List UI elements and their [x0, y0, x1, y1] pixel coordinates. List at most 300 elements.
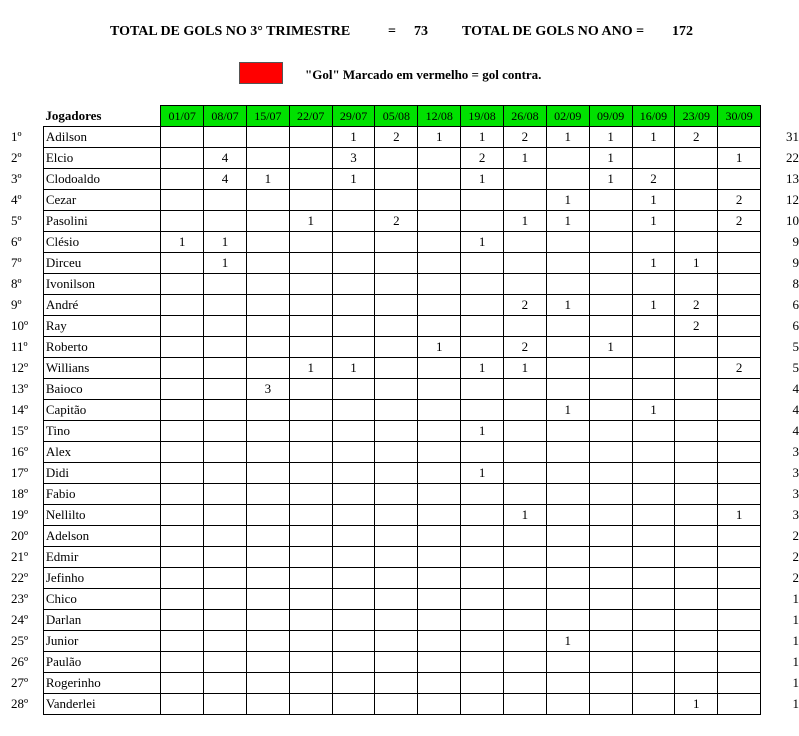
goal-cell [246, 421, 289, 442]
table-row [5, 253, 799, 274]
player-total: 2 [792, 528, 799, 543]
goal-cell: 1 [504, 148, 547, 169]
goal-cell [204, 484, 247, 505]
goal-cell [418, 505, 461, 526]
goal-cell [632, 316, 675, 337]
goal-cell [246, 568, 289, 589]
goal-cell [589, 610, 632, 631]
player-total: 2 [792, 570, 799, 585]
goal-cell: 1 [632, 190, 675, 211]
table-row [5, 673, 799, 694]
goal-cell [161, 589, 204, 610]
goal-cell [504, 652, 547, 673]
goal-cell [504, 673, 547, 694]
goal-cell [246, 589, 289, 610]
goal-cell [461, 337, 504, 358]
player-name: Dirceu [43, 253, 160, 274]
player-total: 3 [792, 444, 799, 459]
goal-cell [675, 526, 718, 547]
goal-cell [504, 631, 547, 652]
goal-cell [589, 295, 632, 316]
player-rank: 20º [11, 528, 29, 543]
date-header: 09/09 [589, 106, 632, 127]
own-goal-color-swatch [239, 62, 283, 84]
player-name: Willians [43, 358, 160, 379]
goal-cell [546, 379, 589, 400]
goal-cell [461, 631, 504, 652]
goal-cell [204, 631, 247, 652]
goal-cell [375, 673, 418, 694]
goal-cell [375, 316, 418, 337]
goal-cell [632, 442, 675, 463]
goal-cell [332, 610, 375, 631]
goal-cell [246, 463, 289, 484]
goal-cell [675, 589, 718, 610]
goal-cell [718, 484, 761, 505]
goal-cell [546, 568, 589, 589]
goal-cell [418, 484, 461, 505]
player-name: Junior [43, 631, 160, 652]
goal-cell [632, 652, 675, 673]
goal-cell [204, 337, 247, 358]
player-rank: 19º [11, 507, 29, 522]
goal-cell [504, 274, 547, 295]
goal-cell [461, 673, 504, 694]
player-total: 22 [786, 150, 799, 165]
player-rank: 4º [11, 192, 22, 207]
goal-cell [161, 316, 204, 337]
goal-cell [675, 169, 718, 190]
goal-cell [718, 379, 761, 400]
goal-cell [675, 547, 718, 568]
goal-cell [461, 316, 504, 337]
table-row [5, 316, 799, 337]
goal-cell [289, 316, 332, 337]
goal-cell: 1 [632, 400, 675, 421]
player-total: 5 [792, 339, 799, 354]
goal-cell [632, 379, 675, 400]
goal-cell [246, 211, 289, 232]
goal-cell [375, 526, 418, 547]
goals-table [5, 105, 799, 715]
player-total: 6 [792, 318, 799, 333]
goal-cell [375, 505, 418, 526]
table-row [5, 232, 799, 253]
goal-cell [675, 148, 718, 169]
goal-cell: 1 [546, 190, 589, 211]
table-row [5, 610, 799, 631]
player-name: Chico [43, 589, 160, 610]
goal-cell [504, 421, 547, 442]
goal-cell [246, 316, 289, 337]
goal-cell [375, 568, 418, 589]
goal-cell [461, 295, 504, 316]
goal-cell [461, 610, 504, 631]
goal-cell [589, 421, 632, 442]
goal-cell [161, 505, 204, 526]
table-body [5, 127, 799, 715]
goal-cell [246, 694, 289, 715]
goal-cell [418, 652, 461, 673]
goal-cell [675, 610, 718, 631]
goal-cell [161, 673, 204, 694]
goal-cell [161, 526, 204, 547]
goal-cell [504, 379, 547, 400]
player-rank: 11º [11, 339, 28, 354]
table-row [5, 295, 799, 316]
goal-cell [161, 547, 204, 568]
goal-cell [332, 589, 375, 610]
goal-cell: 1 [461, 232, 504, 253]
goal-cell [332, 337, 375, 358]
player-total: 2 [792, 549, 799, 564]
table-row [5, 463, 799, 484]
player-rank: 23º [11, 591, 29, 606]
goal-cell: 1 [589, 169, 632, 190]
goal-cell [246, 442, 289, 463]
goal-cell [204, 547, 247, 568]
goal-cell [418, 316, 461, 337]
player-total: 1 [792, 612, 799, 627]
goal-cell [375, 652, 418, 673]
goal-cell [161, 442, 204, 463]
goal-cell: 1 [289, 358, 332, 379]
goal-cell: 1 [332, 127, 375, 148]
goal-cell [204, 694, 247, 715]
goal-cell [504, 547, 547, 568]
goal-cell [461, 505, 504, 526]
goal-cell [204, 673, 247, 694]
goal-cell [589, 274, 632, 295]
goal-cell [589, 190, 632, 211]
goal-cell [632, 274, 675, 295]
player-name: Cezar [43, 190, 160, 211]
goal-cell [289, 379, 332, 400]
goal-cell: 1 [204, 253, 247, 274]
goal-cell [589, 442, 632, 463]
goal-cell [675, 190, 718, 211]
goal-cell [461, 274, 504, 295]
goal-cell [204, 610, 247, 631]
rank-header [5, 106, 43, 127]
player-total: 1 [792, 675, 799, 690]
player-total: 12 [786, 192, 799, 207]
goal-cell [718, 421, 761, 442]
goal-cell: 1 [632, 127, 675, 148]
player-rank: 26º [11, 654, 29, 669]
goal-cell [289, 505, 332, 526]
player-total: 1 [792, 654, 799, 669]
goal-cell [504, 568, 547, 589]
goal-cell [675, 505, 718, 526]
goal-cell [546, 526, 589, 547]
date-header: 15/07 [246, 106, 289, 127]
goal-cell [289, 610, 332, 631]
date-header: 01/07 [161, 106, 204, 127]
goal-cell: 2 [504, 337, 547, 358]
goal-cell: 1 [675, 694, 718, 715]
goal-cell [675, 274, 718, 295]
goal-cell [461, 568, 504, 589]
goal-cell [289, 274, 332, 295]
goal-cell [675, 400, 718, 421]
goal-cell [418, 421, 461, 442]
goal-cell [718, 694, 761, 715]
player-name: Clésio [43, 232, 160, 253]
goal-cell [332, 295, 375, 316]
goal-cell [375, 358, 418, 379]
goal-cell [589, 484, 632, 505]
table-row [5, 190, 799, 211]
goal-cell: 2 [504, 295, 547, 316]
goal-cell [289, 442, 332, 463]
player-total: 3 [792, 507, 799, 522]
goal-cell [204, 568, 247, 589]
player-name: Edmir [43, 547, 160, 568]
goal-cell [332, 316, 375, 337]
goal-cell [246, 274, 289, 295]
player-name: Rogerinho [43, 673, 160, 694]
goal-cell [632, 568, 675, 589]
goal-cell [675, 232, 718, 253]
goal-cell [461, 547, 504, 568]
player-name: Roberto [43, 337, 160, 358]
goal-cell: 1 [589, 337, 632, 358]
goal-cell [589, 694, 632, 715]
goal-cell [375, 253, 418, 274]
year-total-value: 172 [672, 24, 693, 39]
goal-cell [504, 589, 547, 610]
goal-cell [375, 295, 418, 316]
goal-cell [246, 127, 289, 148]
goal-cell [161, 652, 204, 673]
goal-cell [332, 631, 375, 652]
goal-cell [675, 442, 718, 463]
goal-cell [589, 547, 632, 568]
goal-cell [332, 232, 375, 253]
goal-cell [246, 547, 289, 568]
goal-cell [718, 547, 761, 568]
goal-cell [375, 442, 418, 463]
goal-cell: 2 [718, 211, 761, 232]
goal-cell [418, 169, 461, 190]
goal-cell [718, 253, 761, 274]
goal-cell: 3 [246, 379, 289, 400]
goal-cell [161, 295, 204, 316]
goal-cell [204, 274, 247, 295]
summary-header [0, 24, 799, 42]
equals-sign: = [388, 24, 396, 39]
goal-cell [418, 547, 461, 568]
year-total-label: TOTAL DE GOLS NO ANO = [462, 24, 645, 39]
goal-cell [718, 316, 761, 337]
goal-cell [375, 148, 418, 169]
player-total: 31 [786, 129, 799, 144]
goal-cell [718, 589, 761, 610]
goal-cell [289, 652, 332, 673]
goal-cell [289, 148, 332, 169]
player-rank: 21º [11, 549, 29, 564]
goal-cell [375, 484, 418, 505]
date-header: 16/09 [632, 106, 675, 127]
date-header: 22/07 [289, 106, 332, 127]
goal-cell [418, 631, 461, 652]
goal-cell [675, 652, 718, 673]
goal-cell [504, 190, 547, 211]
goal-cell [546, 589, 589, 610]
goal-cell [418, 694, 461, 715]
table-row [5, 568, 799, 589]
goal-cell [546, 610, 589, 631]
goal-cell [332, 400, 375, 421]
goal-cell [718, 631, 761, 652]
goal-cell [589, 568, 632, 589]
player-name: André [43, 295, 160, 316]
goal-cell [418, 358, 461, 379]
goal-cell [461, 694, 504, 715]
goal-cell: 1 [289, 211, 332, 232]
goal-cell [289, 232, 332, 253]
goal-cell [718, 526, 761, 547]
goal-cell [632, 484, 675, 505]
goal-cell [504, 610, 547, 631]
goal-cell [289, 484, 332, 505]
goal-cell [461, 190, 504, 211]
goal-cell [289, 694, 332, 715]
date-header: 30/09 [718, 106, 761, 127]
goal-cell [204, 211, 247, 232]
goal-cell [332, 421, 375, 442]
goal-cell: 1 [632, 253, 675, 274]
goal-cell [718, 295, 761, 316]
goal-cell [675, 421, 718, 442]
goal-cell [161, 610, 204, 631]
player-rank: 27º [11, 675, 29, 690]
goal-cell [461, 253, 504, 274]
goal-cell [461, 526, 504, 547]
player-total: 4 [792, 381, 799, 396]
date-header: 02/09 [546, 106, 589, 127]
goal-cell: 2 [375, 211, 418, 232]
goal-cell [332, 379, 375, 400]
goal-cell [289, 127, 332, 148]
goal-cell [504, 442, 547, 463]
goal-cell [246, 295, 289, 316]
goal-cell [546, 442, 589, 463]
table-row [5, 484, 799, 505]
player-total: 10 [786, 213, 799, 228]
player-total: 1 [792, 591, 799, 606]
goal-cell [246, 358, 289, 379]
goal-cell [289, 673, 332, 694]
goal-cell [546, 421, 589, 442]
player-rank: 13º [11, 381, 29, 396]
quarter-total-value: 73 [414, 24, 428, 39]
goal-cell [418, 295, 461, 316]
goal-cell [675, 379, 718, 400]
goal-cell [332, 274, 375, 295]
goal-cell [418, 589, 461, 610]
goal-cell [589, 253, 632, 274]
goal-cell [161, 127, 204, 148]
goal-cell [375, 631, 418, 652]
goal-cell [675, 484, 718, 505]
goal-cell [204, 442, 247, 463]
goal-cell: 1 [461, 463, 504, 484]
goal-cell [632, 232, 675, 253]
goal-cell [546, 463, 589, 484]
goal-cell [204, 358, 247, 379]
player-name: Pasolini [43, 211, 160, 232]
goal-cell [289, 337, 332, 358]
player-rank: 10º [11, 318, 29, 333]
goal-cell [161, 190, 204, 211]
goal-cell: 1 [632, 295, 675, 316]
goal-cell [289, 190, 332, 211]
goal-cell: 1 [589, 127, 632, 148]
player-total: 1 [792, 633, 799, 648]
goal-cell [589, 379, 632, 400]
goal-cell [204, 652, 247, 673]
goal-cell [332, 505, 375, 526]
player-name: Vanderlei [43, 694, 160, 715]
goal-cell [289, 568, 332, 589]
goal-cell [718, 274, 761, 295]
player-name: Darlan [43, 610, 160, 631]
goal-cell [289, 547, 332, 568]
goal-cell [246, 484, 289, 505]
goal-cell [504, 694, 547, 715]
goal-cell [332, 568, 375, 589]
goal-cell [375, 547, 418, 568]
goal-cell [161, 211, 204, 232]
table-row [5, 526, 799, 547]
goal-cell [332, 211, 375, 232]
goal-cell [375, 190, 418, 211]
goal-cell [718, 127, 761, 148]
goal-cell: 4 [204, 148, 247, 169]
goal-cell: 1 [504, 211, 547, 232]
player-name: Ray [43, 316, 160, 337]
goal-cell [504, 169, 547, 190]
date-header: 12/08 [418, 106, 461, 127]
player-total: 4 [792, 402, 799, 417]
goal-cell: 2 [718, 358, 761, 379]
goal-cell [675, 568, 718, 589]
player-total: 4 [792, 423, 799, 438]
player-rank: 6º [11, 234, 22, 249]
goal-cell: 1 [461, 421, 504, 442]
player-name: Ivonilson [43, 274, 160, 295]
goal-cell: 3 [332, 148, 375, 169]
goal-cell [375, 694, 418, 715]
goal-cell [375, 379, 418, 400]
goal-cell [718, 442, 761, 463]
goal-cell [632, 505, 675, 526]
table-row [5, 274, 799, 295]
goal-cell: 1 [246, 169, 289, 190]
goal-cell [161, 463, 204, 484]
player-name: Paulão [43, 652, 160, 673]
goal-cell [246, 652, 289, 673]
goal-cell: 2 [375, 127, 418, 148]
goal-cell [332, 484, 375, 505]
table-header-row [5, 106, 799, 127]
goal-cell [632, 526, 675, 547]
goal-cell [332, 526, 375, 547]
goal-cell [418, 274, 461, 295]
goal-cell [632, 673, 675, 694]
